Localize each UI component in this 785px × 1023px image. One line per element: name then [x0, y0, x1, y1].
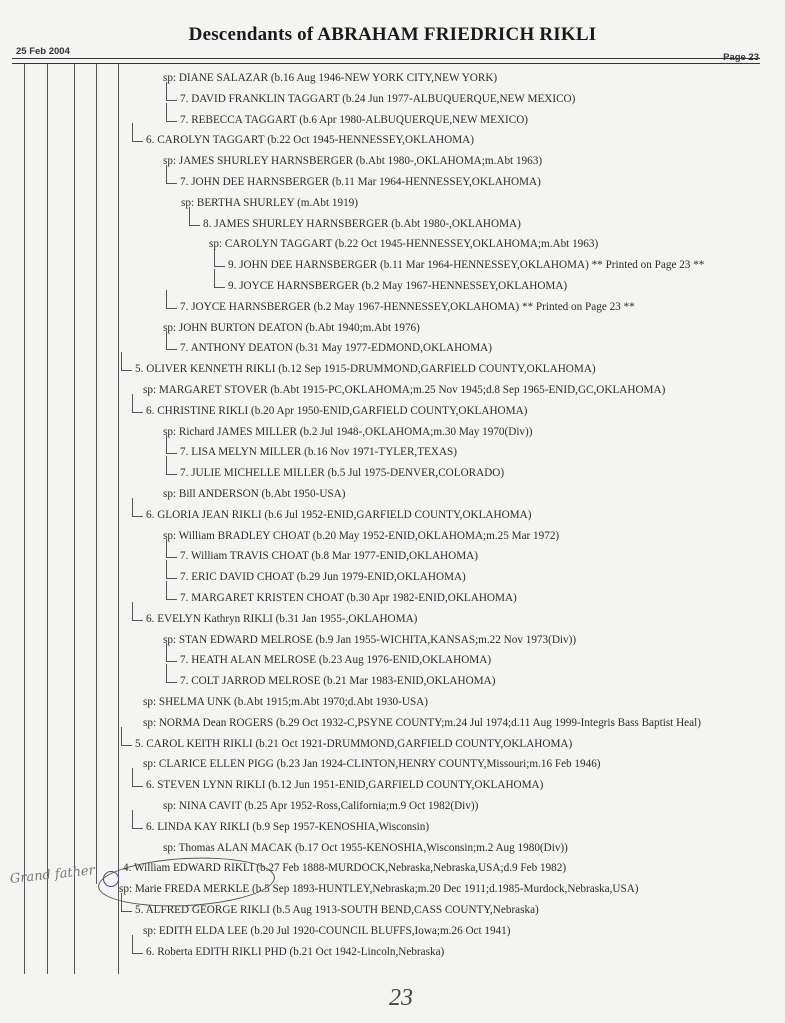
tree-child-entry: 9. JOYCE HARNSBERGER (b.2 May 1967-HENNESSEY,OKLAHOMA) [228, 280, 568, 292]
tree-connector-vertical [166, 560, 167, 578]
tree-connector-vertical [166, 456, 167, 474]
tree-spouse-entry: sp: Marie FREDA MERKLE (b.5 Sep 1893-HUNTLEY,Nebraska;m.20 Dec 1911;d.1985-Murdock,Nebraska,USA) [119, 883, 639, 896]
tree-spouse-entry: sp: EDITH ELDA LEE (b.20 Jul 1920-COUNCIL BLUFFS,Iowa;m.26 Oct 1941) [143, 924, 511, 937]
tree-child-entry: 7. DAVID FRANKLIN TAGGART (b.24 Jun 1977-ALBUQUERQUE,NEW MEXICO) [180, 92, 576, 105]
tree-child-entry: 7. William TRAVIS CHOAT (b.8 Mar 1977-ENID,OKLAHOMA) [180, 550, 478, 563]
header-rule-thin [12, 63, 760, 64]
tree-connector [121, 911, 132, 912]
tree-connector [214, 266, 225, 267]
tree-child-entry: 7. LISA MELYN MILLER (b.16 Nov 1971-TYLER,TEXAS) [180, 446, 457, 459]
tree-child-entry: 6. GLORIA JEAN RIKLI (b.6 Jul 1952-ENID,GARFIELD COUNTY,OKLAHOMA) [146, 508, 532, 521]
tree-child-entry: 5. CAROL KEITH RIKLI (b.21 Oct 1921-DRUMMOND,GARFIELD COUNTY,OKLAHOMA) [135, 737, 573, 750]
tree-connector [166, 474, 177, 475]
tree-connector [189, 225, 200, 226]
tree-connector-vertical [166, 435, 167, 453]
tree-spouse-entry: sp: JOHN BURTON DEATON (b.Abt 1940;m.Abt 1976) [163, 321, 420, 334]
tree-connector [166, 578, 177, 579]
tree-child-entry: 4. William EDWARD RIKLI (b.27 Feb 1888-MURDOCK,Nebraska,Nebraska,USA;d.9 Feb 1982) [123, 862, 567, 875]
tree-connector-vertical [132, 935, 133, 953]
tree-connector [166, 557, 177, 558]
tree-connector [166, 121, 177, 122]
tree-connector-vertical [166, 331, 167, 349]
tree-child-entry: 6. STEVEN LYNN RIKLI (b.12 Jun 1951-ENID,GARFIELD COUNTY,OKLAHOMA) [146, 779, 544, 792]
tree-child-entry: 6. CAROLYN TAGGART (b.22 Oct 1945-HENNESSEY,OKLAHOMA) [146, 134, 474, 147]
tree-connector-vertical [132, 768, 133, 786]
tree-connector-vertical [166, 165, 167, 183]
tree-line-level-2 [47, 64, 48, 974]
tree-spouse-entry: sp: CAROLYN TAGGART (b.22 Oct 1945-HENNESSEY,OKLAHOMA;m.Abt 1963) [209, 238, 599, 251]
tree-connector [166, 349, 177, 350]
tree-connector-vertical [166, 643, 167, 661]
tree-child-entry: 7. HEATH ALAN MELROSE (b.23 Aug 1976-ENID,OKLAHOMA) [180, 654, 492, 667]
tree-child-entry: 7. COLT JARROD MELROSE (b.21 Mar 1983-ENID,OKLAHOMA) [180, 675, 496, 688]
tree-child-entry: 7. JULIE MICHELLE MILLER (b.5 Jul 1975-DENVER,COLORADO) [180, 467, 505, 480]
tree-child-entry: 5. OLIVER KENNETH RIKLI (b.12 Sep 1915-DRUMMOND,GARFIELD COUNTY,OKLAHOMA) [135, 363, 596, 376]
tree-connector-vertical [132, 123, 133, 141]
tree-child-entry: 9. JOHN DEE HARNSBERGER (b.11 Mar 1964-HENNESSEY,OKLAHOMA) ** Printed on Page 23 ** [228, 259, 705, 272]
tree-child-entry: 6. LINDA KAY RIKLI (b.9 Sep 1957-KENOSHIA,Wisconsin) [146, 820, 430, 833]
tree-spouse-entry: sp: NORMA Dean ROGERS (b.29 Oct 1932-C,PSYNE COUNTY;m.24 Jul 1974;d.11 Aug 1999-Integris Bass Baptist Heal) [143, 716, 701, 729]
tree-connector-vertical [121, 352, 122, 370]
tree-child-entry: 8. JAMES SHURLEY HARNSBERGER (b.Abt 1980-,OKLAHOMA) [203, 217, 521, 230]
tree-connector-vertical [132, 394, 133, 412]
tree-line-level-4b [118, 64, 119, 974]
tree-connector [166, 100, 177, 101]
tree-connector [121, 745, 132, 746]
tree-connector [132, 412, 143, 413]
tree-connector [132, 786, 143, 787]
tree-connector-vertical [166, 664, 167, 682]
handwritten-grandfather-note: Grand father [9, 863, 96, 887]
tree-spouse-entry: sp: Thomas ALAN MACAK (b.17 Oct 1955-KENOSHIA,Wisconsin;m.2 Aug 1980(Div)) [163, 841, 568, 854]
tree-spouse-entry: sp: BERTHA SHURLEY (m.Abt 1919) [181, 196, 358, 209]
tree-connector [166, 183, 177, 184]
tree-connector [121, 370, 132, 371]
tree-child-entry: 7. REBECCA TAGGART (b.6 Apr 1980-ALBUQUERQUE,NEW MEXICO) [180, 113, 529, 126]
tree-connector-vertical [132, 810, 133, 828]
tree-connector-vertical [214, 269, 215, 287]
handwritten-number-circle [103, 871, 119, 887]
tree-connector-vertical [166, 581, 167, 599]
report-title: Descendants of ABRAHAM FRIEDRICH RIKLI [188, 24, 597, 45]
tree-spouse-entry: sp: STAN EDWARD MELROSE (b.9 Jan 1955-WICHITA,KANSAS;m.22 Nov 1973(Div)) [163, 633, 577, 646]
tree-connector-vertical [132, 602, 133, 620]
tree-connector-vertical [214, 248, 215, 266]
tree-connector [166, 599, 177, 600]
tree-connector [166, 682, 177, 683]
tree-child-entry: 7. MARGARET KRISTEN CHOAT (b.30 Apr 1982-ENID,OKLAHOMA) [180, 592, 517, 604]
tree-connector [132, 953, 143, 954]
header-rule [12, 58, 760, 59]
tree-connector [166, 661, 177, 662]
tree-child-entry: 6. EVELYN Kathryn RIKLI (b.31 Jan 1955-,OKLAHOMA) [146, 612, 418, 625]
tree-spouse-entry: sp: SHELMA UNK (b.Abt 1915;m.Abt 1970;d.Abt 1930-USA) [143, 696, 428, 708]
tree-connector-vertical [166, 290, 167, 308]
tree-connector-vertical [121, 727, 122, 745]
tree-child-entry: 7. ANTHONY DEATON (b.31 May 1977-EDMOND,OKLAHOMA) [180, 342, 492, 355]
tree-spouse-entry: sp: DIANE SALAZAR (b.16 Aug 1946-NEW YORK CITY,NEW YORK) [163, 72, 498, 84]
tree-child-entry: 7. JOHN DEE HARNSBERGER (b.11 Mar 1964-HENNESSEY,OKLAHOMA) [180, 176, 541, 188]
tree-child-entry: 7. ERIC DAVID CHOAT (b.29 Jun 1979-ENID,OKLAHOMA) [180, 571, 466, 584]
report-date: 25 Feb 2004 [16, 46, 70, 57]
tree-child-entry: 6. CHRISTINE RIKLI (b.20 Apr 1950-ENID,GARFIELD COUNTY,OKLAHOMA) [146, 404, 528, 417]
tree-connector-vertical [166, 82, 167, 100]
tree-child-entry: 5. ALFRED GEORGE RIKLI (b.5 Aug 1913-SOUTH BEND,CASS COUNTY,Nebraska) [135, 904, 539, 916]
tree-spouse-entry: sp: CLARICE ELLEN PIGG (b.23 Jan 1924-CLINTON,HENRY COUNTY,Missouri;m.16 Feb 1946) [143, 758, 601, 771]
tree-line-level-4a [96, 64, 97, 884]
tree-spouse-entry: sp: MARGARET STOVER (b.Abt 1915-PC,OKLAHOMA;m.25 Nov 1945;d.8 Sep 1965-ENID,GC,OKLAHOMA) [143, 384, 666, 396]
tree-connector-vertical [166, 103, 167, 121]
tree-connector-vertical [132, 498, 133, 516]
tree-child-entry: 6. Roberta EDITH RIKLI PHD (b.21 Oct 1942-Lincoln,Nebraska) [146, 945, 445, 958]
tree-connector-vertical [166, 539, 167, 557]
handwritten-page-number: 23 [389, 985, 413, 1011]
tree-connector [166, 308, 177, 309]
tree-connector [214, 287, 225, 288]
tree-connector [132, 828, 143, 829]
tree-spouse-entry: sp: JAMES SHURLEY HARNSBERGER (b.Abt 1980-,OKLAHOMA;m.Abt 1963) [163, 155, 543, 168]
tree-connector-vertical [189, 207, 190, 225]
tree-child-entry: 7. JOYCE HARNSBERGER (b.2 May 1967-HENNESSEY,OKLAHOMA) ** Printed on Page 23 ** [180, 300, 635, 313]
tree-spouse-entry: sp: William BRADLEY CHOAT (b.20 May 1952-ENID,OKLAHOMA;m.25 Mar 1972) [163, 529, 560, 542]
tree-spouse-entry: sp: NINA CAVIT (b.25 Apr 1952-Ross,California;m.9 Oct 1982(Div)) [163, 800, 479, 812]
tree-connector [132, 516, 143, 517]
tree-spouse-entry: sp: Richard JAMES MILLER (b.2 Jul 1948-,OKLAHOMA;m.30 May 1970(Div)) [163, 425, 533, 438]
tree-line-level-1 [24, 64, 25, 974]
tree-connector [166, 453, 177, 454]
tree-connector [132, 141, 143, 142]
tree-connector [132, 620, 143, 621]
tree-spouse-entry: sp: Bill ANDERSON (b.Abt 1950-USA) [163, 488, 346, 500]
tree-line-level-3 [74, 64, 75, 974]
report-page-label: Page 23 [723, 52, 759, 63]
